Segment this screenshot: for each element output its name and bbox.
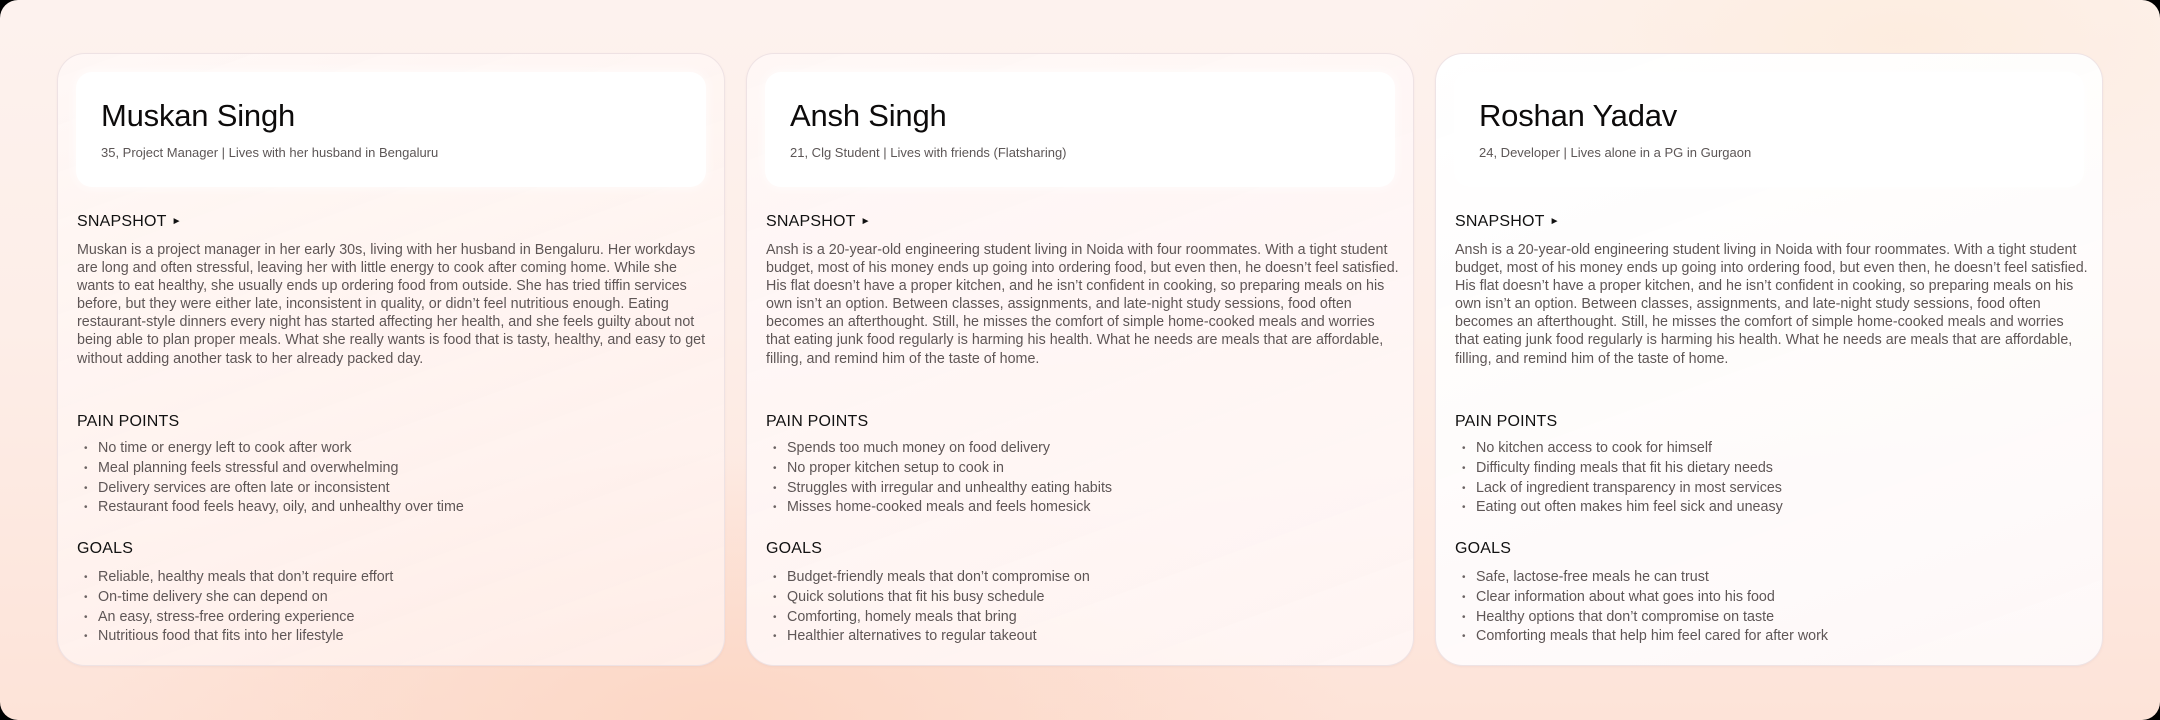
bullet-icon: • (84, 631, 88, 643)
list-item (80, 568, 393, 588)
bullet-icon: • (84, 462, 88, 474)
list-item-text: Clear information about what goes into his food (1476, 588, 1775, 605)
list-item (80, 439, 464, 459)
bullet-icon: • (84, 591, 88, 603)
snapshot-heading-label: SNAPSHOT (1455, 213, 1545, 230)
bullet-icon: • (84, 482, 88, 494)
list-item (80, 459, 464, 479)
list-item-text: Comforting, homely meals that bring (787, 608, 1017, 625)
list-item (80, 608, 393, 628)
pain-points-heading: PAIN POINTS (1455, 413, 1558, 430)
bullet-icon: • (1462, 591, 1466, 603)
persona-header (765, 72, 1395, 187)
bullet-icon: • (773, 502, 777, 514)
pain-points-heading: PAIN POINTS (766, 413, 869, 430)
list-item (1458, 588, 1828, 608)
list-item-text: Comforting meals that help him feel cared for after work (1476, 628, 1829, 645)
bullet-icon: • (84, 443, 88, 454)
list-item (1458, 459, 1783, 479)
persona-name: Ansh Singh (790, 98, 947, 133)
bullet-icon: • (84, 572, 88, 583)
pain-points-list (80, 439, 464, 518)
list-item-text: Lack of ingredient transparency in most services (1476, 479, 1782, 496)
goals-list (1458, 568, 1828, 647)
list-item-text: On-time delivery she can depend on (98, 588, 328, 605)
snapshot-heading (766, 212, 871, 232)
bullet-icon: • (84, 611, 88, 623)
bullet-icon: • (1462, 482, 1466, 494)
pain-points-heading: PAIN POINTS (77, 413, 180, 430)
pain-points-list (769, 439, 1112, 518)
snapshot-heading (77, 212, 182, 232)
list-item-text: Quick solutions that fit his busy schedule (787, 588, 1045, 605)
goals-heading: GOALS (766, 540, 823, 557)
list-item-text: Safe, lactose-free meals he can trust (1476, 569, 1709, 585)
persona-header (76, 72, 706, 187)
list-item-text: Spends too much money on food delivery (787, 440, 1051, 456)
list-item-text: Difficulty finding meals that fit his dietary needs (1476, 459, 1773, 476)
persona-name: Muskan Singh (101, 98, 296, 133)
bullet-icon: • (84, 502, 88, 514)
list-item (769, 439, 1112, 459)
goals-list (80, 568, 393, 647)
goals-heading: GOALS (77, 540, 134, 557)
list-item-text: Budget-friendly meals that don’t compromise on (787, 569, 1090, 585)
snapshot-text: Muskan is a project manager in her early 30s, living with her husband in Bengaluru. Her workdays are long and often stressful, leaving her with little energy to cook after coming home. While she wants to eat healthy, she usually ends up ordering food from outside. She has tried tiffin services before, but they were either late, inconsistent in quality, or didn’t feel nutritious enough. Eating restaurant-style dinners every night has started affecting her health, and she feels guilty about not being able to plan proper meals. What she really wants is food that is tasty, healthy, and easy to get without adding another task to her already packed day. (77, 242, 706, 367)
pain-points-list (1458, 439, 1783, 518)
persona-subtitle: 35, Project Manager | Lives with her husband in Bengaluru (101, 145, 439, 160)
snapshot-text: Ansh is a 20-year-old engineering student living in Noida with four roommates. With a tight student budget, most of his money ends up going into ordering food, but even then, he doesn’t feel satisfied. His flat doesn’t have a proper kitchen, and he isn’t confident in cooking, so preparing meals on his own isn’t an option. Between classes, assignments, and late-night study sessions, food often becomes an afterthought. Still, he misses the comfort of simple home-cooked meals and worries that eating junk food regularly is harming his health. What he needs are meals that are affordable, filling, and remind him of the taste of home. (766, 242, 1399, 367)
bullet-icon: • (1462, 611, 1466, 623)
list-item (769, 459, 1112, 479)
persona-card-roshan (1435, 53, 2103, 666)
list-item-text: No proper kitchen setup to cook in (787, 459, 1004, 476)
list-item (80, 588, 393, 608)
persona-subtitle: 21, Clg Student | Lives with friends (Flatsharing) (790, 145, 1067, 160)
play-arrow-icon: ► (171, 216, 182, 227)
list-item-text: Misses home-cooked meals and feels homesick (787, 499, 1091, 516)
list-item-text: Healthy options that don’t compromise on taste (1476, 608, 1775, 625)
list-item (1458, 568, 1828, 588)
list-item-text: Struggles with irregular and unhealthy eating habits (787, 479, 1113, 496)
bullet-icon: • (773, 631, 777, 643)
list-item-text: Delivery services are often late or inconsistent (98, 479, 390, 496)
list-item-text: An easy, stress-free ordering experience (98, 608, 355, 625)
list-item (80, 627, 393, 647)
list-item (769, 588, 1090, 608)
list-item (769, 479, 1112, 499)
bullet-icon: • (1462, 572, 1466, 583)
bullet-icon: • (773, 611, 777, 623)
bullet-icon: • (773, 591, 777, 603)
bullet-icon: • (1462, 631, 1466, 643)
list-item-text: Nutritious food that fits into her lifestyle (98, 628, 344, 645)
list-item-text: Eating out often makes him feel sick and uneasy (1476, 499, 1783, 516)
list-item (1458, 479, 1783, 499)
list-item-text: Reliable, healthy meals that don’t require effort (98, 569, 394, 585)
play-arrow-icon: ► (1549, 216, 1560, 227)
list-item-text: No time or energy left to cook after work (98, 440, 352, 456)
list-item (1458, 498, 1783, 518)
persona-card-ansh (746, 53, 1414, 666)
list-item (80, 498, 464, 518)
snapshot-text: Ansh is a 20-year-old engineering student living in Noida with four roommates. With a tight student budget, most of his money ends up going into ordering food, but even then, he doesn’t feel satisfied. His flat doesn’t have a proper kitchen, and he isn’t confident in cooking, so preparing meals on his own isn’t an option. Between classes, assignments, and late-night study sessions, food often becomes an afterthought. Still, he misses the comfort of simple home-cooked meals and worries that eating junk food regularly is harming his health. What he needs are meals that are affordable, filling, and remind him of the taste of home. (1455, 242, 2088, 367)
list-item (1458, 608, 1828, 628)
list-item (1458, 439, 1783, 459)
bullet-icon: • (1462, 502, 1466, 514)
snapshot-heading-label: SNAPSHOT (766, 213, 856, 230)
bullet-icon: • (773, 572, 777, 583)
persona-subtitle: 24, Developer | Lives alone in a PG in Gurgaon (1479, 145, 1752, 160)
bullet-icon: • (773, 482, 777, 494)
list-item (769, 627, 1090, 647)
bullet-icon: • (773, 462, 777, 474)
persona-header (1454, 72, 2084, 187)
bullet-icon: • (773, 443, 777, 454)
bullet-icon: • (1462, 443, 1466, 454)
list-item (1458, 627, 1828, 647)
list-item (769, 498, 1112, 518)
persona-card-muskan (57, 53, 725, 666)
list-item-text: Meal planning feels stressful and overwhelming (98, 459, 399, 476)
persona-name: Roshan Yadav (1479, 98, 1678, 133)
list-item (769, 608, 1090, 628)
play-arrow-icon: ► (860, 216, 871, 227)
list-item-text: No kitchen access to cook for himself (1476, 440, 1712, 456)
snapshot-heading (1455, 212, 1560, 232)
goals-heading: GOALS (1455, 540, 1512, 557)
list-item (80, 479, 464, 499)
list-item-text: Healthier alternatives to regular takeout (787, 628, 1037, 645)
bullet-icon: • (1462, 462, 1466, 474)
list-item-text: Restaurant food feels heavy, oily, and unhealthy over time (98, 499, 464, 516)
list-item (769, 568, 1090, 588)
snapshot-heading-label: SNAPSHOT (77, 213, 167, 230)
goals-list (769, 568, 1090, 647)
